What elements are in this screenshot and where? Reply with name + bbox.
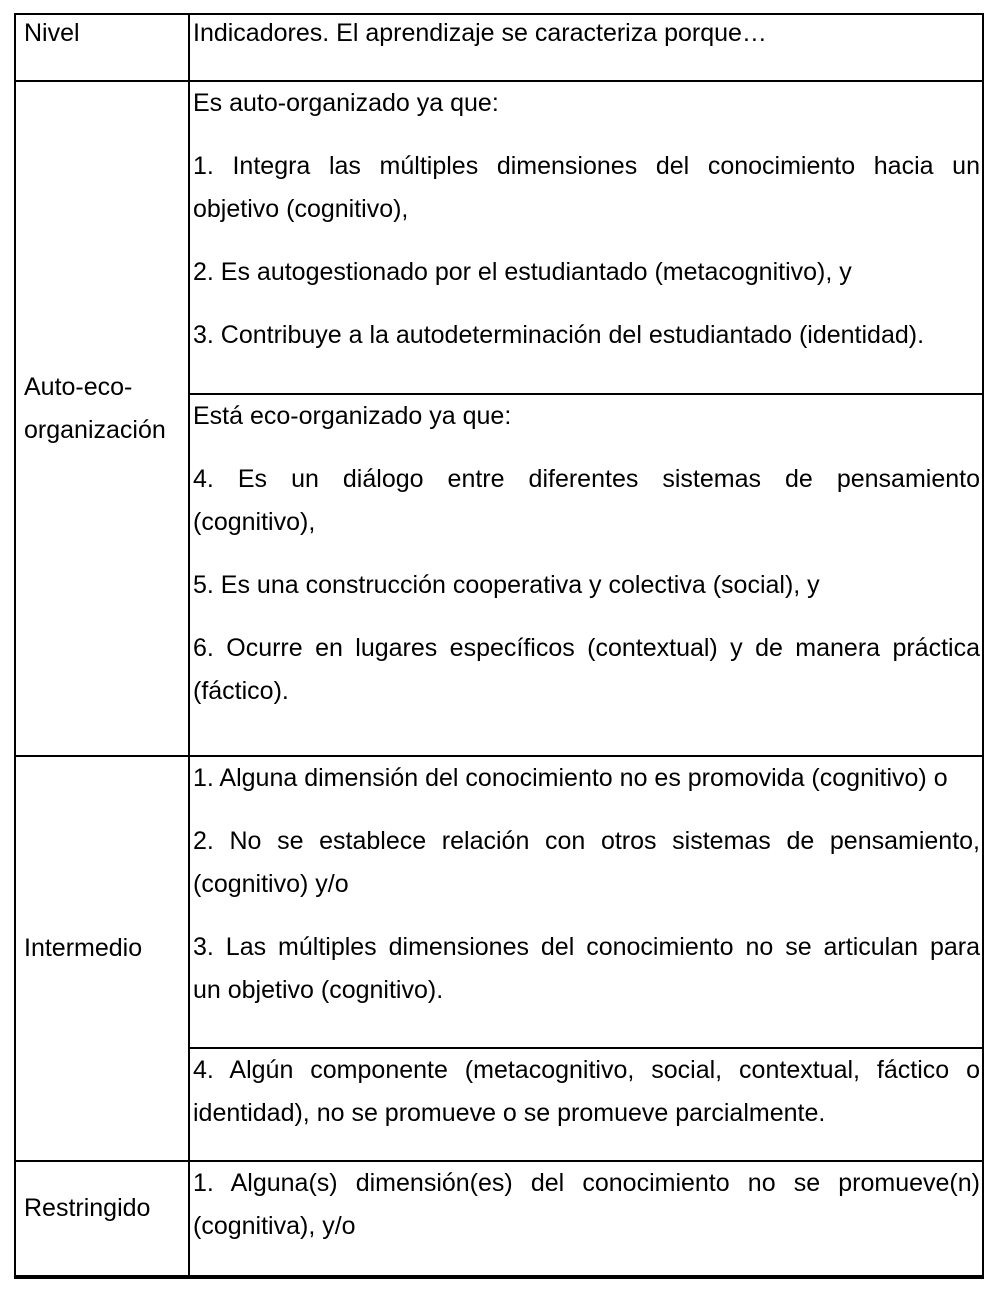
- table-header-row: [16, 15, 982, 82]
- table-row-restringido: [16, 1162, 982, 1275]
- text-line: 1. Alguna(s) dimensión(es) del conocimiento no se promueve(n): [193, 1169, 980, 1197]
- header-cell-indicadores: [190, 15, 982, 80]
- indicator-section-eco-organizado: [190, 395, 982, 755]
- paragraph: [193, 564, 980, 607]
- text-line: (fáctico).: [193, 677, 289, 705]
- level-cell-restringido: [16, 1162, 190, 1275]
- text-line: (cognitivo) y/o: [193, 870, 349, 898]
- indicator-section-intermedio-1: [190, 757, 982, 1049]
- indicator-section-auto-organizado: [190, 82, 982, 395]
- table-row-intermedio: [16, 757, 982, 1162]
- paragraph: [193, 757, 980, 800]
- paragraph: [193, 1049, 980, 1135]
- indicators-cell: [190, 82, 982, 755]
- text-line: 3. Contribuye a la autodeterminación del estudiantado (identidad).: [193, 321, 925, 349]
- paragraph: [193, 458, 980, 544]
- text-line: objetivo (cognitivo),: [193, 195, 409, 223]
- header-cell-nivel: [16, 15, 190, 80]
- paragraph: [193, 395, 980, 438]
- paragraph: [193, 820, 980, 906]
- text-line: (cognitivo),: [193, 508, 316, 536]
- text-line: 5. Es una construcción cooperativa y colectiva (social), y: [193, 571, 820, 599]
- paragraph: [193, 926, 980, 1012]
- paragraph: [193, 82, 980, 125]
- text-line: 6. Ocurre en lugares específicos (contextual) y de manera práctica: [193, 634, 980, 662]
- text-line: un objetivo (cognitivo).: [193, 976, 444, 1004]
- text-line: 2. No se establece relación con otros sistemas de pensamiento,: [193, 827, 980, 855]
- paragraph: [193, 251, 980, 294]
- text-line: 1. Alguna dimensión del conocimiento no es promovida (cognitivo) o: [193, 764, 948, 792]
- indicators-cell: [190, 1162, 982, 1275]
- text-line: 1. Integra las múltiples dimensiones del conocimiento hacia un: [193, 152, 980, 180]
- text-line: 3. Las múltiples dimensiones del conocimiento no se articulan para: [193, 933, 980, 961]
- level-cell-auto-eco-organizacion: [16, 82, 190, 755]
- table-row-auto-eco-organizacion: [16, 82, 982, 757]
- indicator-section-restringido-1: [190, 1162, 982, 1275]
- level-label: Restringido: [24, 1194, 151, 1222]
- text-line: identidad), no se promueve o se promueve parcialmente.: [193, 1099, 826, 1127]
- paragraph: [193, 314, 980, 357]
- level-cell-intermedio: [16, 757, 190, 1160]
- indicators-cell: [190, 757, 982, 1160]
- text-line: 4. Es un diálogo entre diferentes sistemas de pensamiento: [193, 465, 980, 493]
- indicator-section-intermedio-2: [190, 1049, 982, 1160]
- paragraph: [193, 1162, 980, 1248]
- paragraph: [193, 627, 980, 713]
- rubric-table: [14, 13, 984, 1279]
- text-line: 2. Es autogestionado por el estudiantado (metacognitivo), y: [193, 258, 852, 286]
- level-label: Intermedio: [24, 934, 143, 962]
- text-line: Está eco-organizado ya que:: [193, 402, 512, 430]
- header-label-nivel: Nivel: [24, 19, 80, 47]
- paragraph: [193, 145, 980, 231]
- text-line: Es auto-organizado ya que:: [193, 89, 499, 117]
- text-line: 4. Algún componente (metacognitivo, social, contextual, fáctico o: [193, 1056, 980, 1084]
- header-label-indicadores: Indicadores. El aprendizaje se caracteriza porque…: [193, 19, 767, 47]
- level-label: Auto-eco-organización: [24, 372, 166, 444]
- text-line: (cognitiva), y/o: [193, 1212, 356, 1240]
